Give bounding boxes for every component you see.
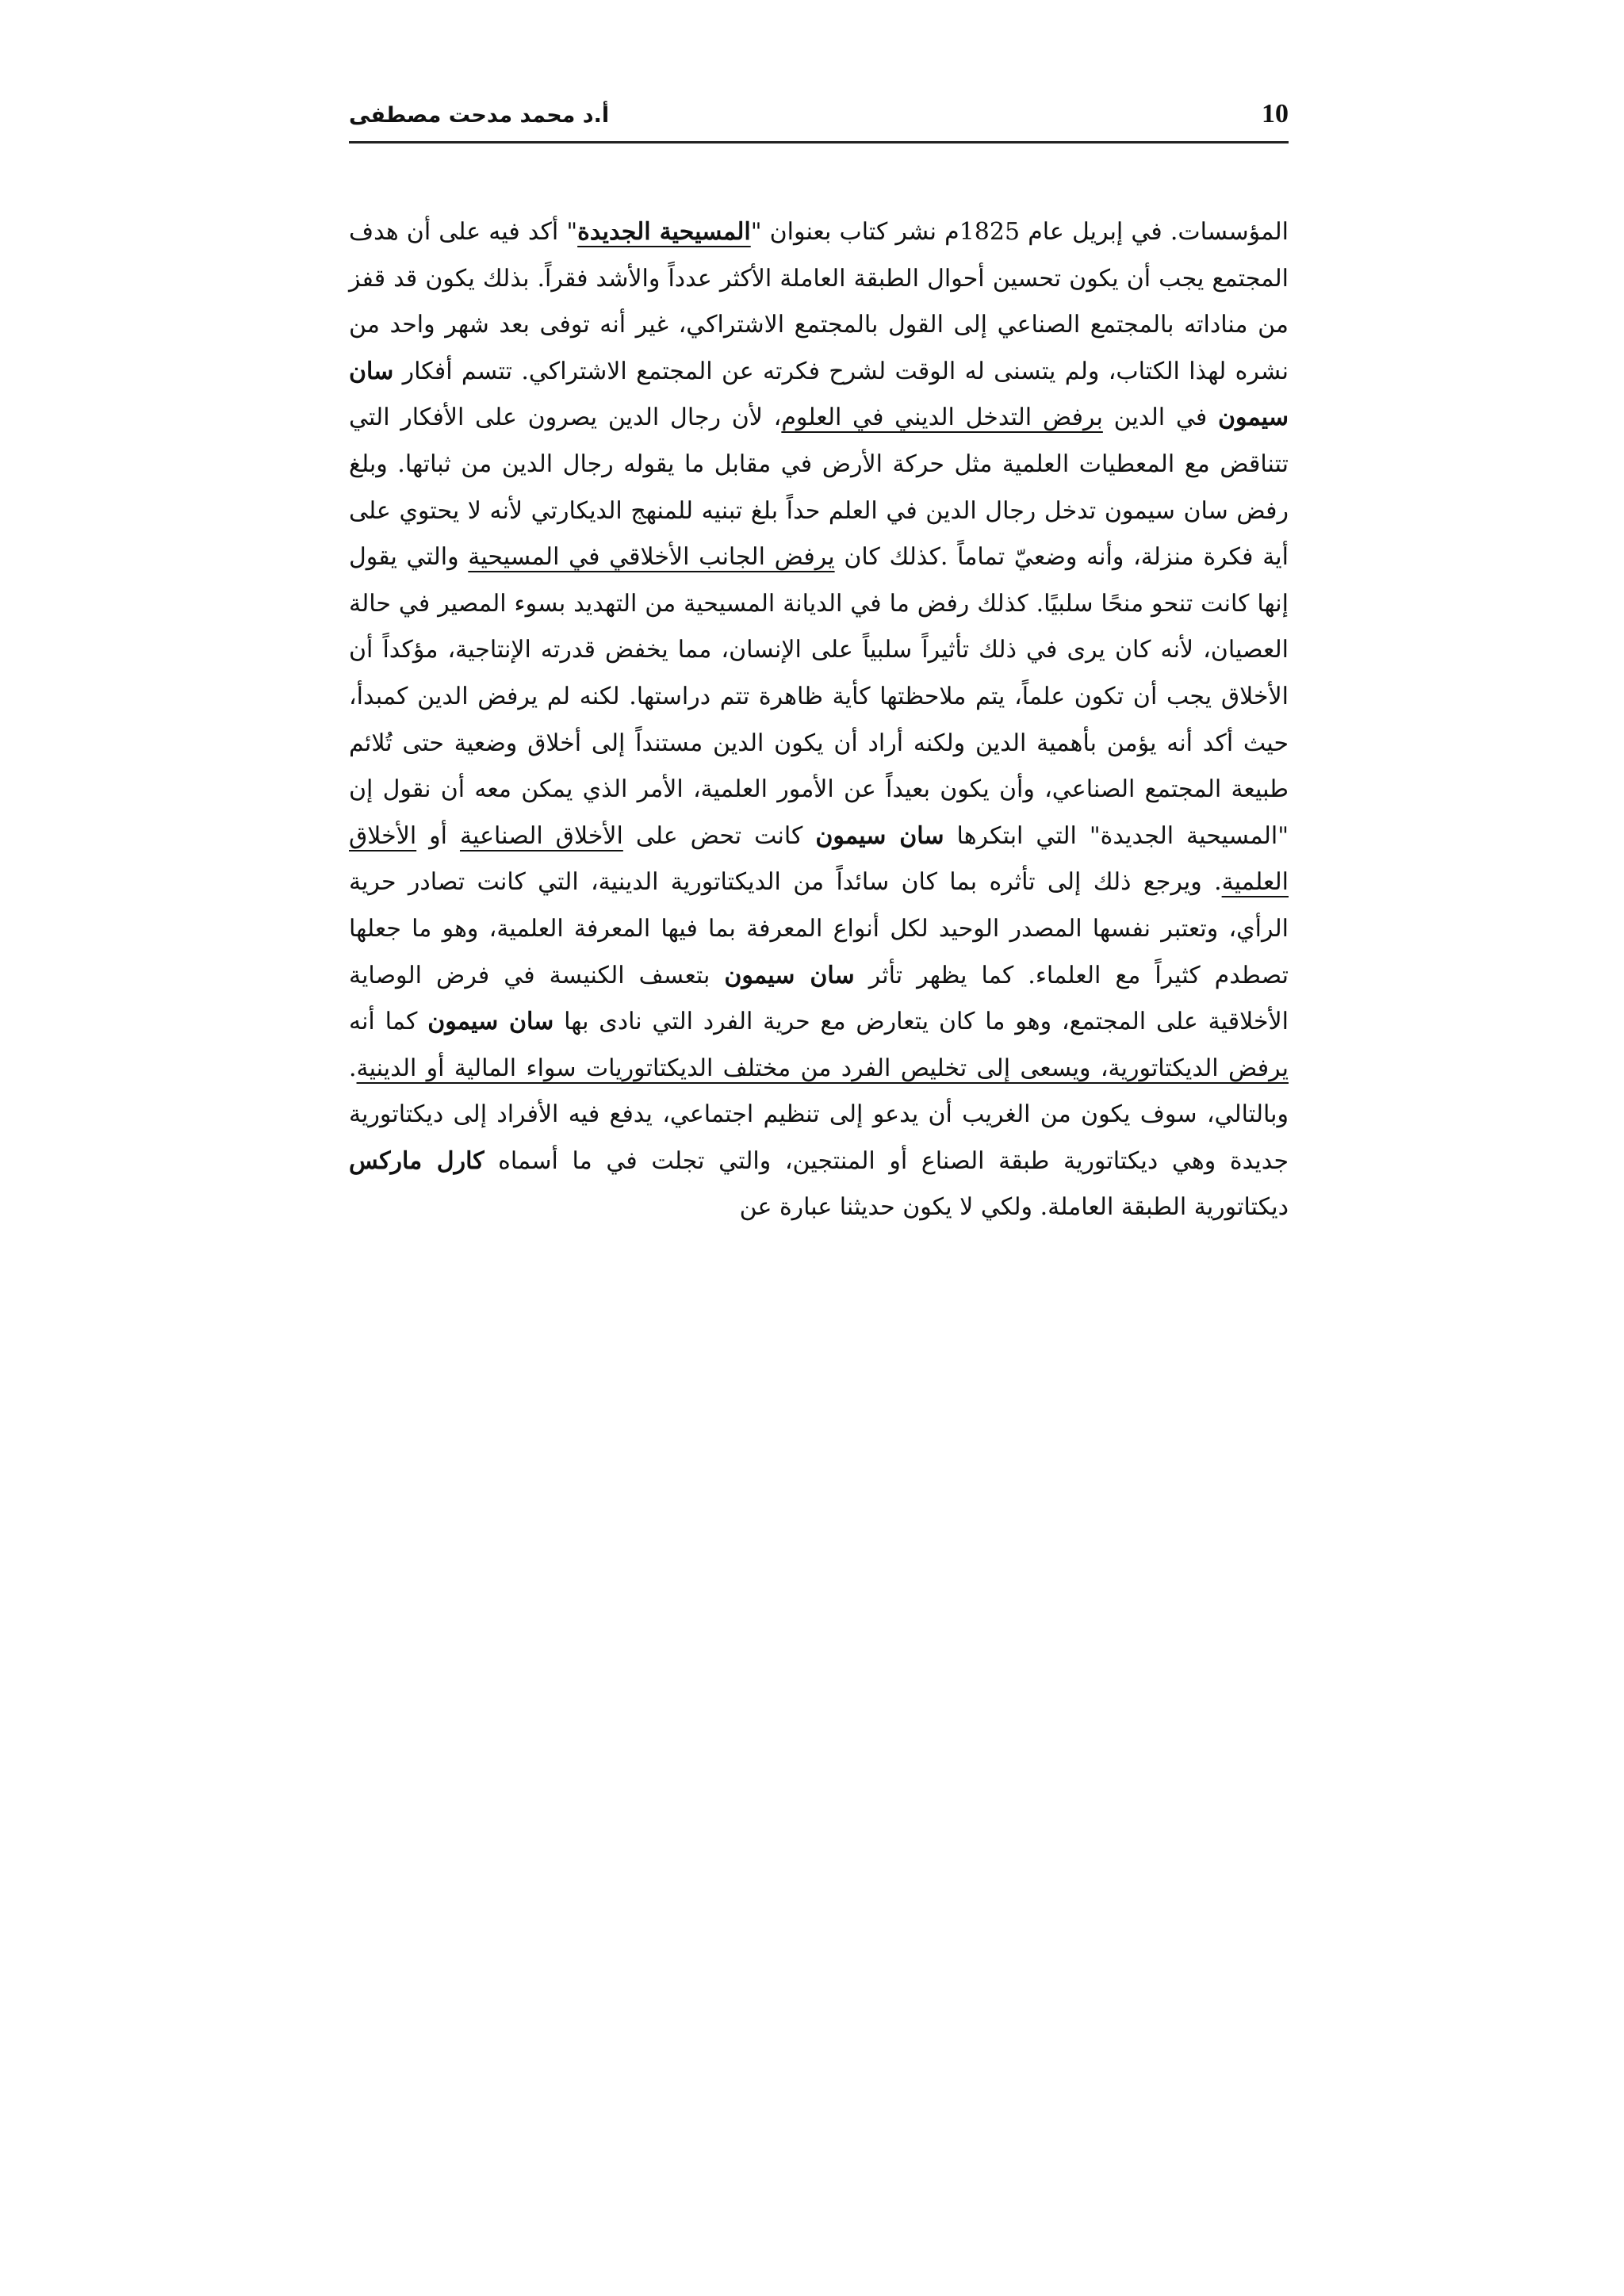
text-run: كما أنه xyxy=(349,1008,428,1036)
text-run: المؤسسات. في إبريل عام 1825م نشر كتاب بعنوان " xyxy=(750,218,1289,246)
underlined-phrase: يرفض الديكتاتورية، ويسعى إلى تخليص الفرد من مختلف الديكتاتوريات سواء المالية أو الدينية xyxy=(356,1054,1289,1082)
underlined-phrase: برفض التدخل الديني في العلوم xyxy=(781,404,1103,432)
text-run: في الدين xyxy=(1102,404,1218,432)
text-run: ديكتاتورية الطبقة العاملة. ولكي لا يكون حديثنا عبارة عن xyxy=(739,1193,1289,1222)
bold-name: سان سيمون xyxy=(349,357,1289,432)
text-run: أو xyxy=(416,821,460,850)
page-header xyxy=(349,101,1289,144)
page-number: 10 xyxy=(1262,99,1289,128)
underlined-phrase: الأخلاق العلمية xyxy=(349,821,1289,897)
bold-name: كارل ماركس xyxy=(349,1146,485,1175)
text-run: بتعسف الكنيسة في فرض الوصاية الأخلاقية على المجتمع، وهو ما كان يتعارض مع حرية الفرد التي نادى بها xyxy=(349,961,1289,1036)
bold-name: سان سيمون xyxy=(724,961,855,989)
book-title: المسيحية الجديدة xyxy=(577,218,751,246)
bold-name: سان سيمون xyxy=(427,1008,554,1036)
underlined-phrase: يرفض الجانب الأخلاقي في المسيحية xyxy=(468,543,835,572)
body-paragraph xyxy=(349,209,1289,1231)
text-run: . وبالتالي، سوف يكون من الغريب أن يدعو إلى تنظيم اجتماعي، يدفع فيه الأفراد إلى ديكتاتورية جديدة وهي ديكتاتورية طبقة الصناع أو المنتجين، والتي تجلت في ما أسماه xyxy=(349,1054,1289,1175)
text-run: " أكد فيه على أن هدف المجتمع يجب أن يكون تحسين أحوال الطبقة العاملة الأكثر عدداً والأشد فقراً. بذلك يكون قد قفز من مناداته بالمجتمع الصناعي إلى القول بالمجتمع الاشتراكي، غير أنه توفى بعد شهر واحد من نشره لهذا الكتاب، ولم يتسنى له الوقت لشرح فكرته عن المجتمع الاشتراكي. تتسم أفكار xyxy=(349,218,1289,385)
bold-name: سان سيمون xyxy=(815,821,944,850)
text-run: والتي يقول إنها كانت تنحو منحًا سلبيًا. كذلك رفض ما في الديانة المسيحية من التهديد بسوء المصير في حالة العصيان، لأنه كان يرى في ذلك تأثيراً سلبياً على الإنسان، مما يخفض قدرته الإنتاجية، مؤكداً أن الأخلاق يجب أن تكون علماً، يتم ملاحظتها كأية ظاهرة تتم دراستها. لكنه لم يرفض الدين كمبدأ، حيث أكد أنه يؤمن بأهمية الدين ولكنه أراد أن يكون الدين مستنداً إلى أخلاق وضعية حتى تُلائم طبيعة المجتمع الصناعي، وأن يكون بعيداً عن الأمور العلمية، الأمر الذي يمكن معه أن نقول إن "المسيحية الجديدة" التي ابتكرها xyxy=(349,543,1289,850)
text-run: . ويرجع ذلك إلى تأثره بما كان سائداً من الديكتاتورية الدينية، التي كانت تصادر حرية الرأي، وتعتبر نفسها المصدر الوحيد لكل أنواع المعرفة بما فيها المعرفة العلمية، وهو ما جعلها تصطدم كثيراً مع العلماء. كما يظهر تأثر xyxy=(349,868,1289,989)
header-author: أ.د محمد مدحت مصطفى xyxy=(349,103,610,128)
text-run: ، لأن رجال الدين يصرون على الأفكار التي تتناقض مع المعطيات العلمية مثل حركة الأرض في مقابل ما يقوله رجال الدين من ثباتها. وبلغ رفض سان سيمون تدخل رجال الدين في العلم حداً بلغ تبنيه للمنهج الديكارتي لأنه لا يحتوي على أية فكرة منزلة، وأنه وضعيّ تماماً .كذلك كان xyxy=(349,404,1289,572)
underlined-phrase: الأخلاق الصناعية xyxy=(459,821,623,850)
text-run: كانت تحض على xyxy=(622,821,816,850)
